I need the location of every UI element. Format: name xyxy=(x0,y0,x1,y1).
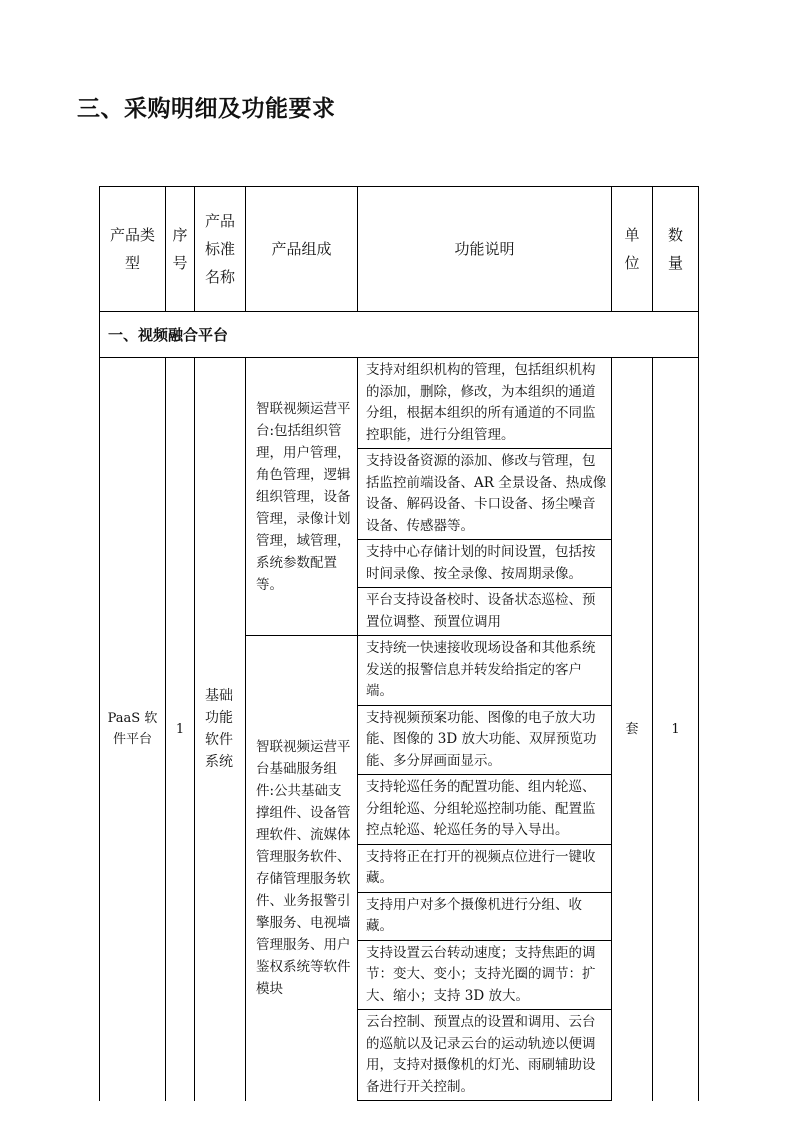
cell-composition-1: 智联视频运营平台:包括组织管理，用户管理，角色管理，逻辑组织管理，设备管理，录像计划管理，域管理，系统参数配置等。 xyxy=(246,358,358,636)
header-quantity: 数量 xyxy=(653,187,699,312)
cell-function: 支持对组织机构的管理，包括组织机构的添加，删除，修改，为本组织的通道分组，根据本组织的所有通道的不同监控职能，进行分组管理。 xyxy=(358,358,612,449)
cell-function: 支持设置云台转动速度；支持焦距的调节：变大、变小；支持光圈的调节：扩大、缩小；支持 3D 放大。 xyxy=(358,940,612,1010)
section-row xyxy=(100,312,699,358)
section-title: 一、视频融合平台 xyxy=(100,312,699,358)
header-category: 产品类型 xyxy=(100,187,166,312)
cell-category: PaaS 软件平台 xyxy=(100,358,166,1101)
cell-function: 支持将正在打开的视频点位进行一键收藏。 xyxy=(358,844,612,892)
cell-function: 支持用户对多个摄像机进行分组、收藏。 xyxy=(358,892,612,940)
cell-seq: 1 xyxy=(166,358,195,1101)
cell-function: 支持设备资源的添加、修改与管理，包括监控前端设备、AR 全景设备、热成像设备、解码设备、卡口设备、扬尘噪音设备、传感器等。 xyxy=(358,449,612,540)
cell-composition-2: 智联视频运营平台基础服务组件:公共基础支撑组件、设备管理软件、流媒体管理服务软件、存储管理服务软件、业务报警引擎服务、电视墙管理服务、用户鉴权系统等软件模块 xyxy=(246,636,358,1101)
cell-function: 云台控制、预置点的设置和调用、云台的巡航以及记录云台的运动轨迹以便调用，支持对摄像机的灯光、雨刷辅助设备进行开关控制。 xyxy=(358,1010,612,1101)
header-function: 功能说明 xyxy=(358,187,612,312)
cell-function: 支持视频预案功能、图像的电子放大功能、图像的 3D 放大功能、双屏预览功能、多分屏画面显示。 xyxy=(358,705,612,775)
cell-standard-name: 基础功能软件系统 xyxy=(195,358,246,1101)
header-seq: 序号 xyxy=(166,187,195,312)
table-row xyxy=(100,358,699,449)
cell-quantity: 1 xyxy=(653,358,699,1101)
cell-function: 平台支持设备校时、设备状态巡检、预置位调整、预置位调用 xyxy=(358,588,612,636)
procurement-table xyxy=(99,186,699,1101)
cell-function: 支持轮巡任务的配置功能、组内轮巡、分组轮巡、分组轮巡控制功能、配置监控点轮巡、轮巡任务的导入导出。 xyxy=(358,775,612,845)
header-unit: 单位 xyxy=(612,187,653,312)
header-row xyxy=(100,187,699,312)
cell-function: 支持中心存储计划的时间设置，包括按时间录像、按全录像、按周期录像。 xyxy=(358,540,612,588)
header-composition: 产品组成 xyxy=(246,187,358,312)
page-title: 三、采购明细及功能要求 xyxy=(77,96,336,122)
cell-function: 支持统一快速接收现场设备和其他系统发送的报警信息并转发给指定的客户端。 xyxy=(358,636,612,706)
cell-unit: 套 xyxy=(612,358,653,1101)
header-standard-name: 产品标准名称 xyxy=(195,187,246,312)
